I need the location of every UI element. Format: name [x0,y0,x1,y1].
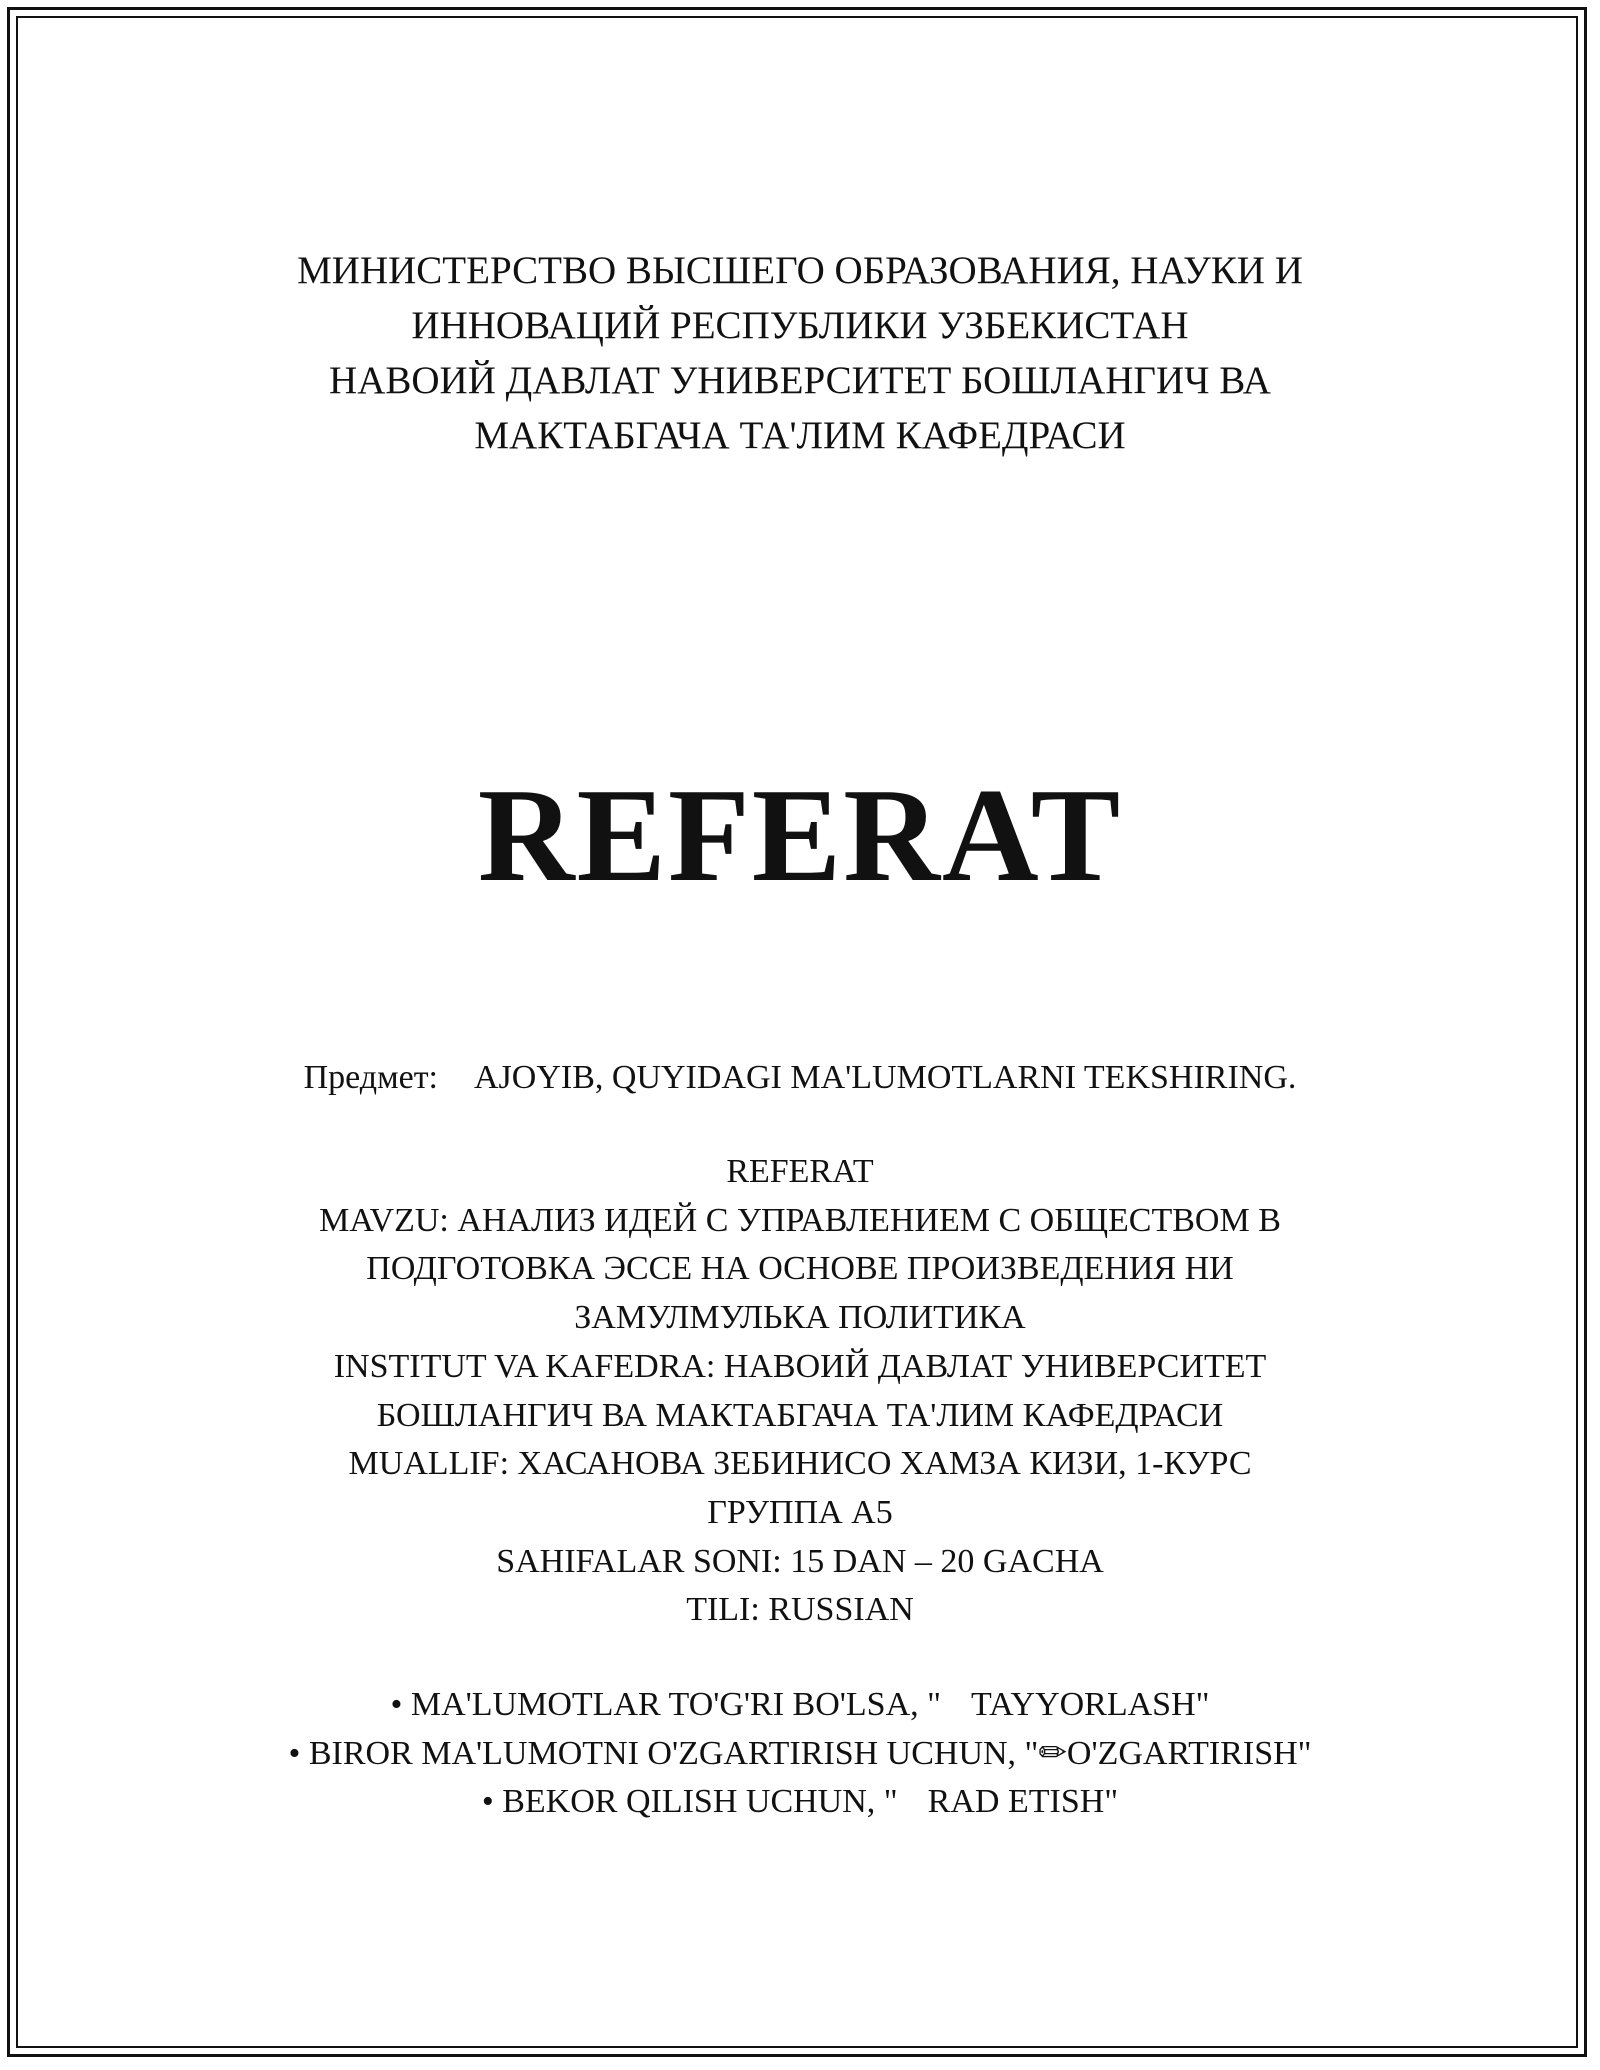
details-line: ГРУППА А5 [707,1493,893,1531]
details-line: SAHIFALAR SONI: 15 DAN – 20 GACHA [496,1542,1104,1580]
action-item-prepare [0,1681,1600,1730]
action-item-reject [0,1778,1600,1827]
action-label: RAD ETISH" [927,1783,1119,1820]
subject-line [0,1053,1600,1103]
details-line: ПОДГОТОВКА ЭССЕ НА ОСНОВЕ ПРОИЗВЕДЕНИЯ НИ [366,1250,1234,1288]
action-prefix: • MA'LUMOTLAR TO'G'RI BO'LSA, " [390,1686,942,1723]
header-line: МИНИСТЕРСТВО ВЫСШЕГО ОБРАЗОВАНИЯ, НАУКИ И [297,249,1303,292]
details-line: MUALLIF: ХАСАНОВА ЗЕБИНИСО ХАМЗА КИЗИ, 1-КУРС [348,1445,1252,1483]
details-line: БОШЛАНГИЧ ВА МАКТАБГАЧА ТА'ЛИМ КАФЕДРАСИ [376,1396,1224,1434]
action-prefix: • BEKOR QILISH UCHUN, " [481,1783,898,1820]
details-line: INSTITUT VA KAFEDRA: НАВОИЙ ДАВЛАТ УНИВЕРСИТЕТ [333,1347,1267,1385]
header-line: НАВОИЙ ДАВЛАТ УНИВЕРСИТЕТ БОШЛАНГИЧ ВА [329,359,1271,402]
header-line: ИННОВАЦИЙ РЕСПУБЛИКИ УЗБЕКИСТАН [411,304,1189,347]
subject-value: AJOYIB, QUYIDAGI MA'LUMOTLARNI TEKSHIRING. [474,1059,1297,1096]
details-line: REFERAT [726,1153,874,1190]
action-prefix: • BIROR MA'LUMOTNI O'ZGARTIRISH UCHUN, " [288,1734,1039,1772]
subject-label: Предмет: [303,1059,438,1096]
action-label: ✏O'ZGARTIRISH" [1038,1734,1312,1772]
header-line: МАКТАБГАЧА ТА'ЛИМ КАФЕДРАСИ [474,414,1126,457]
action-label: TAYYORLASH" [971,1686,1210,1723]
details-line: ЗАМУЛМУЛЬКА ПОЛИТИКА [574,1299,1026,1337]
details-line: TILI: RUSSIAN [686,1591,914,1629]
institution-header [0,243,1600,463]
details-line: MAVZU: АНАЛИЗ ИДЕЙ С УПРАВЛЕНИЕМ С ОБЩЕСТВОМ В [319,1201,1281,1239]
actions-list [0,1681,1600,1827]
action-item-edit [0,1730,1600,1779]
details-block [0,1148,1600,1635]
document-title: REFERAT [477,761,1123,909]
